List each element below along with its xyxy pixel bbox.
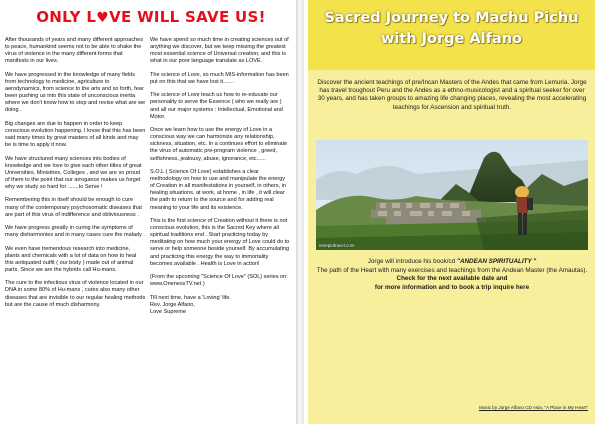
- title-part-2: VE WILL SAVE US!: [109, 8, 266, 26]
- music-prefix: Music by Jorge Alfano CD Asia,: [479, 405, 545, 410]
- paragraph: Remembering this in itself should be enough to cure many of the contemporary psychosomatic diseases that are part of this virus of indifference and obliviousness .: [5, 197, 142, 218]
- title-part-1: ONLY L: [36, 8, 97, 26]
- paragraph: We even have tremendous research into medicine, plants and chemicals with a lot of data on how to heal this antiquated outfit ( our body ) made out of animal parts. Since we are the hybrids call Hu-mans.: [5, 245, 137, 273]
- paragraph: We have progress greatly in curing the symptoms of many disharmonies and in many cases cure the malady .: [5, 225, 145, 239]
- paragraph: The cure to the infectious virus of violence located in our DNA in some 80% of Hu-mans , cures also many other diseases that are invisible to our regular healing methods but are the cause of much disharmony.: [5, 280, 146, 308]
- author-name: Rev. Jorge Alfano,: [150, 301, 195, 308]
- music-credit: [479, 405, 588, 410]
- left-page: [0, 0, 296, 424]
- flyer-title-line-1: Sacred Journey to Machu Pichu: [324, 10, 579, 26]
- book-line-1: [316, 258, 588, 267]
- machu-picchu-photo: [316, 140, 588, 250]
- paragraph: (From the upcoming "Science Of Love" (SOL) series on: www.OnenessTV.net ): [150, 274, 288, 288]
- paragraph: This is the first science of Creation without it there is not conscious evolution, this is the Sacred Key where all spiritual traditions end . Start practicing today by meditating on how much your energy of Love could do to serve or help someone beside yourself. By accumulating and practicing this energy the way to immortality becomes available . Health is Love in action!: [150, 217, 290, 267]
- flyer-intro: Discover the ancient teachings of pre/Incan Masters of the Andes that came from Lemuria. Jorge has travel troughout Peru and the Andes as a ethno-musicologist and a spiritual seeker for over 30 years, and has taken groups to amazing life changing places, revealing the most accelerating teachings for Ascension and spiritual truth.: [317, 79, 587, 111]
- paragraph: After thousands of years and many different approaches to peace, humankind seems not to be able to shake the virus of violence in the many different forms that manifests in our lives.: [5, 37, 144, 65]
- flyer-title-line-2: with Jorge Alfano: [380, 31, 522, 48]
- right-page: [304, 0, 600, 424]
- article-column-2: [150, 37, 290, 316]
- photo-credit: intrepidtravel.com: [319, 243, 355, 248]
- book-line-2: The path of the Heart with many exercises and teachings from the Andean Master (the Amautas).: [316, 266, 588, 274]
- flyer-title: [308, 8, 595, 50]
- paragraph: The science of Love teach us how to re-educate our personality to serve the Essence ( who we really are ) and all our major systems : Intellectual, Emotional and Motor.: [150, 92, 283, 120]
- paragraph: The science of Love, so much MIS-information has been put on this that we have lost it.......: [150, 71, 289, 85]
- paragraph: Big changes are due to happen in order to keep conscious evolution happening. I know that this has been said many times by great masters of all kinds and may be is time to apply it now.: [5, 120, 146, 149]
- heart-icon: ♥: [96, 10, 110, 26]
- paragraph: We have spend so much time in creating sciences out of anything we discover, but we keep missing the greatest most essential science of Universal creation, and this is what in our poor language translate as LOVE.: [150, 37, 289, 65]
- book-info: [316, 258, 588, 292]
- article-title: [20, 8, 282, 26]
- paragraph: We have progressed in the knowledge of many fields from technology to medicine, agriculture to aerodynamics, from science to the arts and so forth, fear been pushing us into this state of unconscious inertia where we don't know how to stop and revise what are we doing .: [5, 71, 146, 114]
- book-intro-text: Jorge will introduce his book/cd: [367, 258, 457, 265]
- paragraph: S.O.L ( Science Of Love) establishes a clear methodology on how to use and manipulate the energy of Creation in all manifestations in yourself, in others, in healing situations, at work, at home , in life , it will clear the path to return to the source and for adding real meaning to your life and its existence.: [150, 168, 286, 211]
- sign-off-line: Till next time, have a 'Loving' life.: [150, 294, 231, 301]
- paragraph: Once we learn how to use the energy of Love in a conscious way we can harmonize any relationship, sickness, situation, etc. In a continues effort to eliminate the virus of automatic pre-program violence , greed, selfishness, jealousy, abuse, ignorance, etc......: [150, 126, 288, 162]
- book-trip-link[interactable]: for more information and to book a trip inquire here: [374, 283, 530, 291]
- machu-picchu-illustration: [316, 140, 588, 250]
- book-line-3: Check for the next available date and: [396, 275, 508, 282]
- page-spine: [296, 0, 304, 424]
- paragraph: We have structured many sciences into bodies of knowledge and we love to give each other titles of great Universities, Ministries, Colleges , and we are so proud of them to the point that our arrogance makes us forget why we study so hard for .......to Serve !: [5, 155, 142, 191]
- author-tagline: Love Supreme: [150, 308, 187, 315]
- music-title: "A Place in My Heart": [544, 405, 588, 410]
- book-title: "ANDEAN SPIRITUALITY ": [456, 258, 537, 265]
- article-column-1: [5, 37, 146, 315]
